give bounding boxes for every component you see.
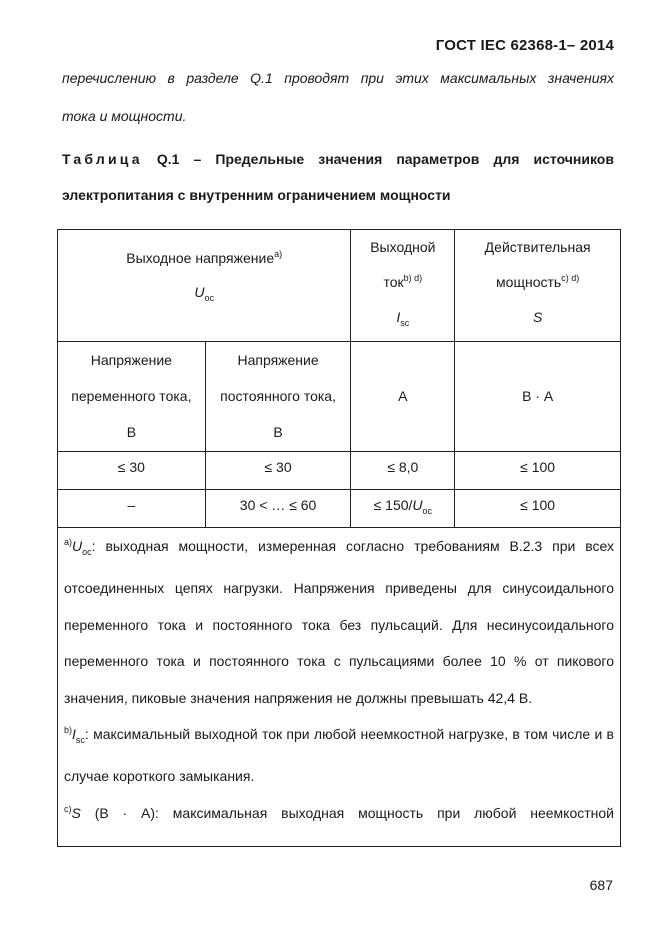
caption-line-2: электропитания с внутренним ограничением мощности [62, 187, 451, 203]
unit-line: переменного тока, [71, 387, 192, 404]
voltage-symbol: U [194, 284, 205, 300]
row1-current: ≤ 8,0 [351, 451, 455, 489]
caption-line-1 [62, 151, 614, 167]
power-ref: c) d) [561, 273, 580, 283]
row2-power: ≤ 100 [455, 489, 621, 527]
caption-word: для [493, 151, 520, 167]
caption-dash: – [193, 151, 202, 167]
voltage-sub: oc [204, 292, 215, 303]
caption-label: Таблица [62, 151, 143, 167]
document-header: ГОСТ IEC 62368-1– 2014 [435, 37, 614, 54]
current-label-2: ток [383, 274, 404, 290]
row2-current: ≤ $150/U_{oc}$ [351, 489, 455, 527]
note-c: $^{c)}$S (В · А): максимальная выходная мощность при любой неемкостной [64, 803, 614, 821]
row2-ac: – [58, 489, 206, 527]
row1-power: ≤ 100 [455, 451, 621, 489]
table-notes-row [58, 527, 621, 846]
caption-word: источников [533, 151, 614, 167]
caption-word: значения [318, 151, 383, 167]
unit-line: постоянного тока, [220, 387, 336, 404]
dc-voltage-unit [205, 341, 351, 451]
current-ref: b) d) [403, 273, 423, 283]
table-units-row [58, 341, 621, 451]
note-b: $^{b)}I_{sc}$: максимальный выходной ток при любой неемкостной нагрузке, в том числе и в случае короткого замыкания. [64, 725, 614, 785]
row1-ac: ≤ 30 [58, 451, 206, 489]
intro-line-1: перечислению в разделе Q.1 проводят при этих максимальных значениях [62, 70, 614, 86]
power-label-1: Действительная [484, 239, 591, 255]
limits-table [57, 229, 621, 847]
voltage-label: Выходное напряжение [126, 250, 275, 266]
caption-word: Предельные [215, 151, 305, 167]
current-symbol: I [396, 309, 401, 325]
unit-line: В [273, 423, 283, 440]
current-header [351, 230, 455, 342]
caption-word: параметров [396, 151, 480, 167]
table-notes [58, 527, 621, 846]
table-row [58, 489, 621, 527]
table-header-row [58, 230, 621, 342]
power-label-2: мощность [496, 274, 562, 290]
row2-dc: 30 < … ≤ 60 [205, 489, 351, 527]
intro-line-2: тока и мощности. [62, 108, 187, 124]
voltage-header [58, 230, 351, 342]
unit-line: В [126, 423, 137, 440]
voltage-ref: a) [274, 249, 283, 259]
unit-line: Напряжение [90, 351, 172, 368]
caption-number: Q.1 [156, 151, 180, 167]
current-unit: А [351, 341, 455, 451]
unit-line: Напряжение [237, 351, 319, 368]
ac-voltage-unit [58, 341, 206, 451]
page-number: 687 [589, 877, 613, 893]
table-row [58, 451, 621, 489]
power-symbol: S [532, 309, 543, 325]
power-header [455, 230, 621, 342]
row1-dc: ≤ 30 [205, 451, 351, 489]
note-a: $^{a)}U_{oc}$: выходная мощности, измеренная согласно требованиям В.2.3 при всех отсоединенных цепях нагрузки. Напряжения приведены для синусоидального переменного тока и постоянного тока без пульсаций. Для несинусоидального переменного тока и постоянного тока с пульсациями более 10 % от пикового значения, пиковые значения напряжения не должны превышать 42,4 В. [64, 536, 614, 706]
current-sub: sc [400, 317, 410, 328]
power-unit: В · А [455, 341, 621, 451]
current-label-1: Выходной [370, 239, 436, 255]
